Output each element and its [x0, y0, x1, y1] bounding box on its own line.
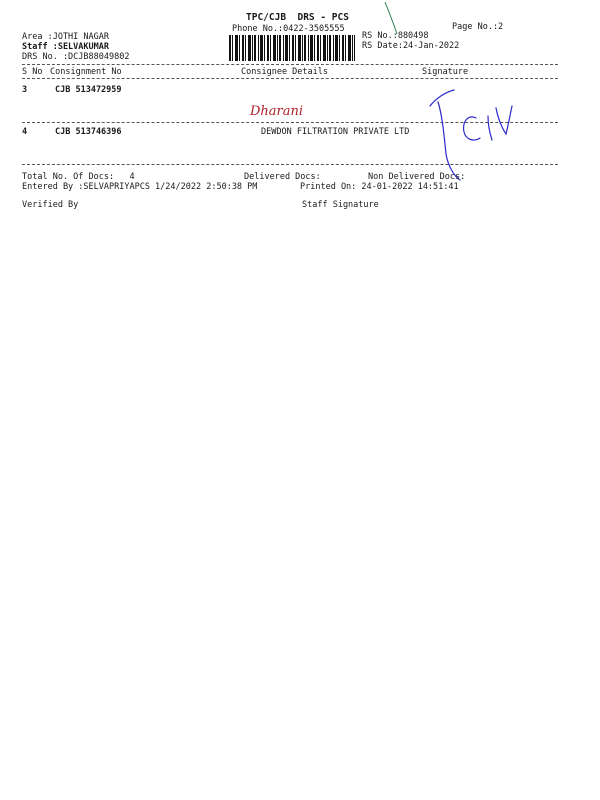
non-delivered-docs: Non Delivered Docs:: [368, 172, 466, 182]
handwritten-receiver-name: [248, 98, 320, 122]
column-sno: S No: [22, 67, 43, 77]
barcode-image: [229, 35, 355, 61]
svg-text:Dharani: Dharani: [250, 104, 304, 119]
page-number: Page No.:2: [452, 22, 504, 32]
report-title: TPC/CJB DRS - PCS: [246, 12, 349, 23]
pen-stroke-mark: [383, 0, 413, 40]
column-signature: Signature: [422, 67, 469, 77]
area-label: Area :JOTHI NAGAR: [22, 32, 109, 42]
verified-by: Verified By: [22, 200, 79, 210]
column-consignment-no: Consignment No: [50, 67, 122, 77]
drs-number: DRS No. :DCJB88049802: [22, 52, 130, 62]
column-consignee-details: Consignee Details: [241, 67, 328, 77]
staff-label: Staff :SELVAKUMAR: [22, 42, 109, 52]
rs-number: RS No.:880498: [362, 31, 429, 41]
staff-signature-label: Staff Signature: [302, 200, 379, 210]
row-3-consignment: CJB 513472959: [55, 85, 122, 95]
header-divider-bottom: [22, 78, 558, 79]
rs-date: RS Date:24-Jan-2022: [362, 41, 460, 51]
row-3-sno: 3: [22, 85, 28, 95]
printed-on: Printed On: 24-01-2022 14:51:41: [300, 182, 459, 192]
row-4-consignee: DEWDON FILTRATION PRIVATE LTD: [261, 127, 410, 137]
total-docs: Total No. Of Docs: 4: [22, 172, 135, 182]
phone-number: Phone No.:0422-3505555: [232, 24, 345, 34]
entered-by: Entered By :SELVAPRIYAPCS 1/24/2022 2:50:38 PM: [22, 182, 258, 192]
row-4-sno: 4: [22, 127, 28, 137]
footer-divider: [22, 164, 558, 165]
header-divider-top: [22, 64, 558, 65]
delivered-docs: Delivered Docs:: [244, 172, 321, 182]
handwritten-signature: [424, 84, 520, 184]
row-4-consignment: CJB 513746396: [55, 127, 122, 137]
